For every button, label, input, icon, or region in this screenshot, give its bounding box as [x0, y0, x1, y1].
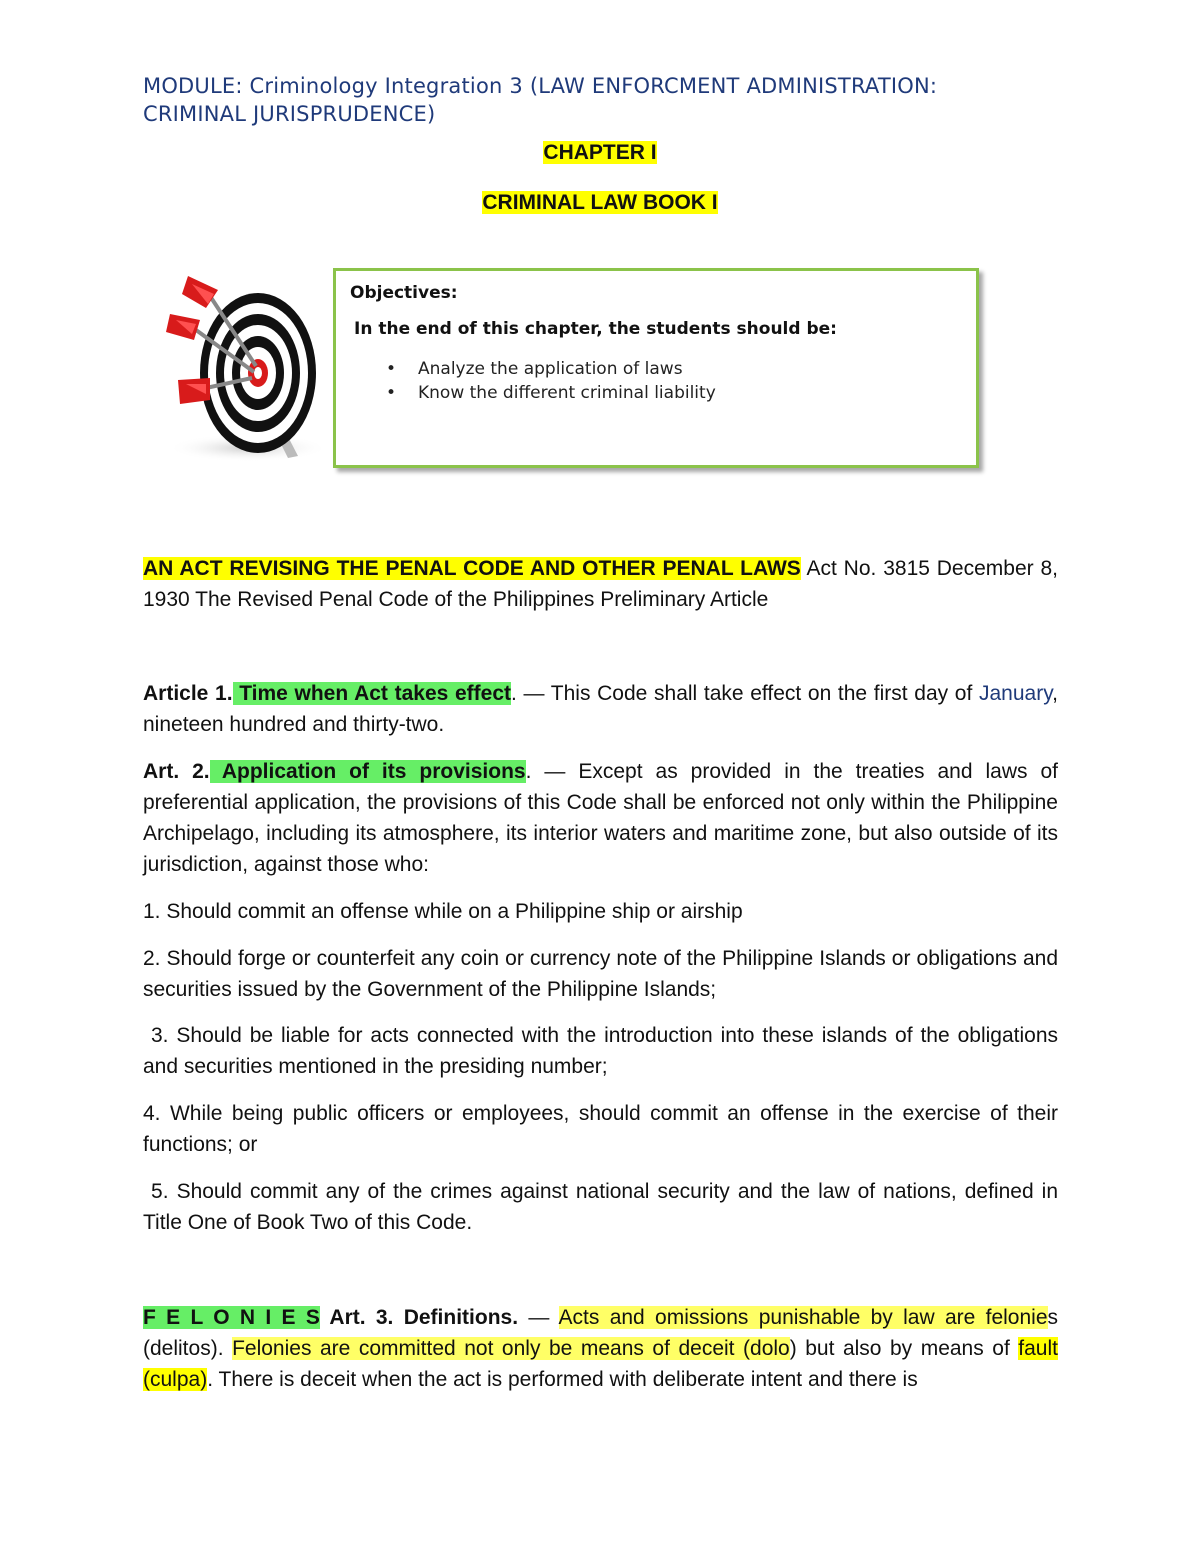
chapter-heading — [0, 141, 1200, 165]
bullet-icon: • — [386, 383, 397, 403]
module-title-line-1: MODULE: Criminology Integration 3 (LAW ENFORCMENT ADMINISTRATION: — [143, 74, 938, 98]
objectives-subheading: In the end of this chapter, the students should be: — [354, 319, 837, 339]
objectives-list-item — [386, 357, 716, 381]
objectives-item-text: Know the different criminal liability — [418, 383, 716, 403]
chapter-heading-text: CHAPTER I — [543, 141, 657, 164]
article-2-text: . — Except as provided in the treaties and laws of preferential application, the provisions of this Code shall be enforced not only within the Philippine Archipelago, including its atmosphere, its interior waters and maritime zone, but also outside of its jurisdiction, against those who: — [143, 760, 1058, 876]
article-1-prefix: Article 1. — [143, 682, 233, 705]
article-2-item-text: 2. Should forge or counterfeit any coin or currency note of the Philippine Islands or obligations and securities issued by the Government of the Philippine Islands; — [143, 947, 1058, 1001]
felonies-paragraph — [143, 1302, 1058, 1395]
felonies-commit-mid: ) but also by means of — [789, 1337, 1019, 1360]
article-1-text-b: , nineteen hundred and thirty-two. — [143, 682, 1058, 736]
felonies-label: F E L O N I E S — [143, 1306, 320, 1329]
article-1-month: January — [979, 682, 1053, 705]
module-title-line-2: CRIMINAL JURISPRUDENCE) — [143, 102, 436, 126]
bullet-icon: • — [386, 359, 397, 379]
felonies-dash: — — [518, 1306, 559, 1329]
objectives-list-item — [386, 381, 716, 405]
objectives-list — [386, 357, 716, 405]
article-1-title: Time when Act takes effect — [232, 682, 511, 705]
article-2-item-4 — [143, 1098, 1058, 1160]
article-2-item-text: 3. Should be liable for acts connected with the introduction into these islands of the obligations and securities mentioned in the presiding number; — [143, 1024, 1064, 1078]
objectives-item-text: Analyze the application of laws — [418, 359, 683, 379]
objectives-box — [333, 268, 979, 468]
article-1-paragraph — [143, 678, 1058, 740]
act-paragraph — [143, 553, 1058, 615]
module-title — [143, 72, 1063, 128]
article-2-item-5 — [143, 1176, 1064, 1238]
objectives-heading: Objectives: — [350, 283, 458, 303]
article-2-item-text: 4. While being public officers or employees, should commit an offense in the exercise of their functions; or — [143, 1102, 1058, 1156]
felonies-fault: fault (culpa) — [143, 1337, 1058, 1391]
felonies-definition-rest: (delitos). — [143, 1337, 233, 1360]
felonies-definition-end: s — [1047, 1306, 1059, 1329]
article-2-item-text: 5. Should commit any of the crimes against national security and the law of nations, defined in Title One of Book Two of this Code. — [143, 1180, 1064, 1234]
article-2-item-3 — [143, 1020, 1064, 1082]
article-2-title: Application of its provisions — [209, 760, 526, 783]
article-2-item-text: 1. Should commit an offense while on a Philippine ship or airship — [143, 900, 743, 923]
act-details: Act No. 3815 December 8, 1930 The Revised Penal Code of the Philippines Preliminary Article — [143, 557, 1058, 611]
article-1-text-a: . — This Code shall take effect on the first day of — [511, 682, 979, 705]
felonies-fault-rest: . There is deceit when the act is performed with deliberate intent and there is — [207, 1368, 918, 1391]
felonies-definition: Acts and omissions punishable by law are felonie — [558, 1306, 1048, 1329]
book-heading-text: CRIMINAL LAW BOOK I — [482, 191, 718, 214]
article-2-paragraph — [143, 756, 1058, 880]
article-2-prefix: Art. 2. — [143, 760, 210, 783]
article-2-item-1 — [143, 896, 1058, 927]
book-heading — [0, 191, 1200, 215]
article-2-item-2 — [143, 943, 1058, 1005]
felonies-heading: Art. 3. Definitions. — [319, 1306, 519, 1329]
dartboard-target-icon — [148, 268, 326, 464]
act-title: AN ACT REVISING THE PENAL CODE AND OTHER PENAL LAWS — [143, 557, 801, 580]
felonies-commit: Felonies are committed not only be means of deceit (dolo — [232, 1337, 790, 1360]
